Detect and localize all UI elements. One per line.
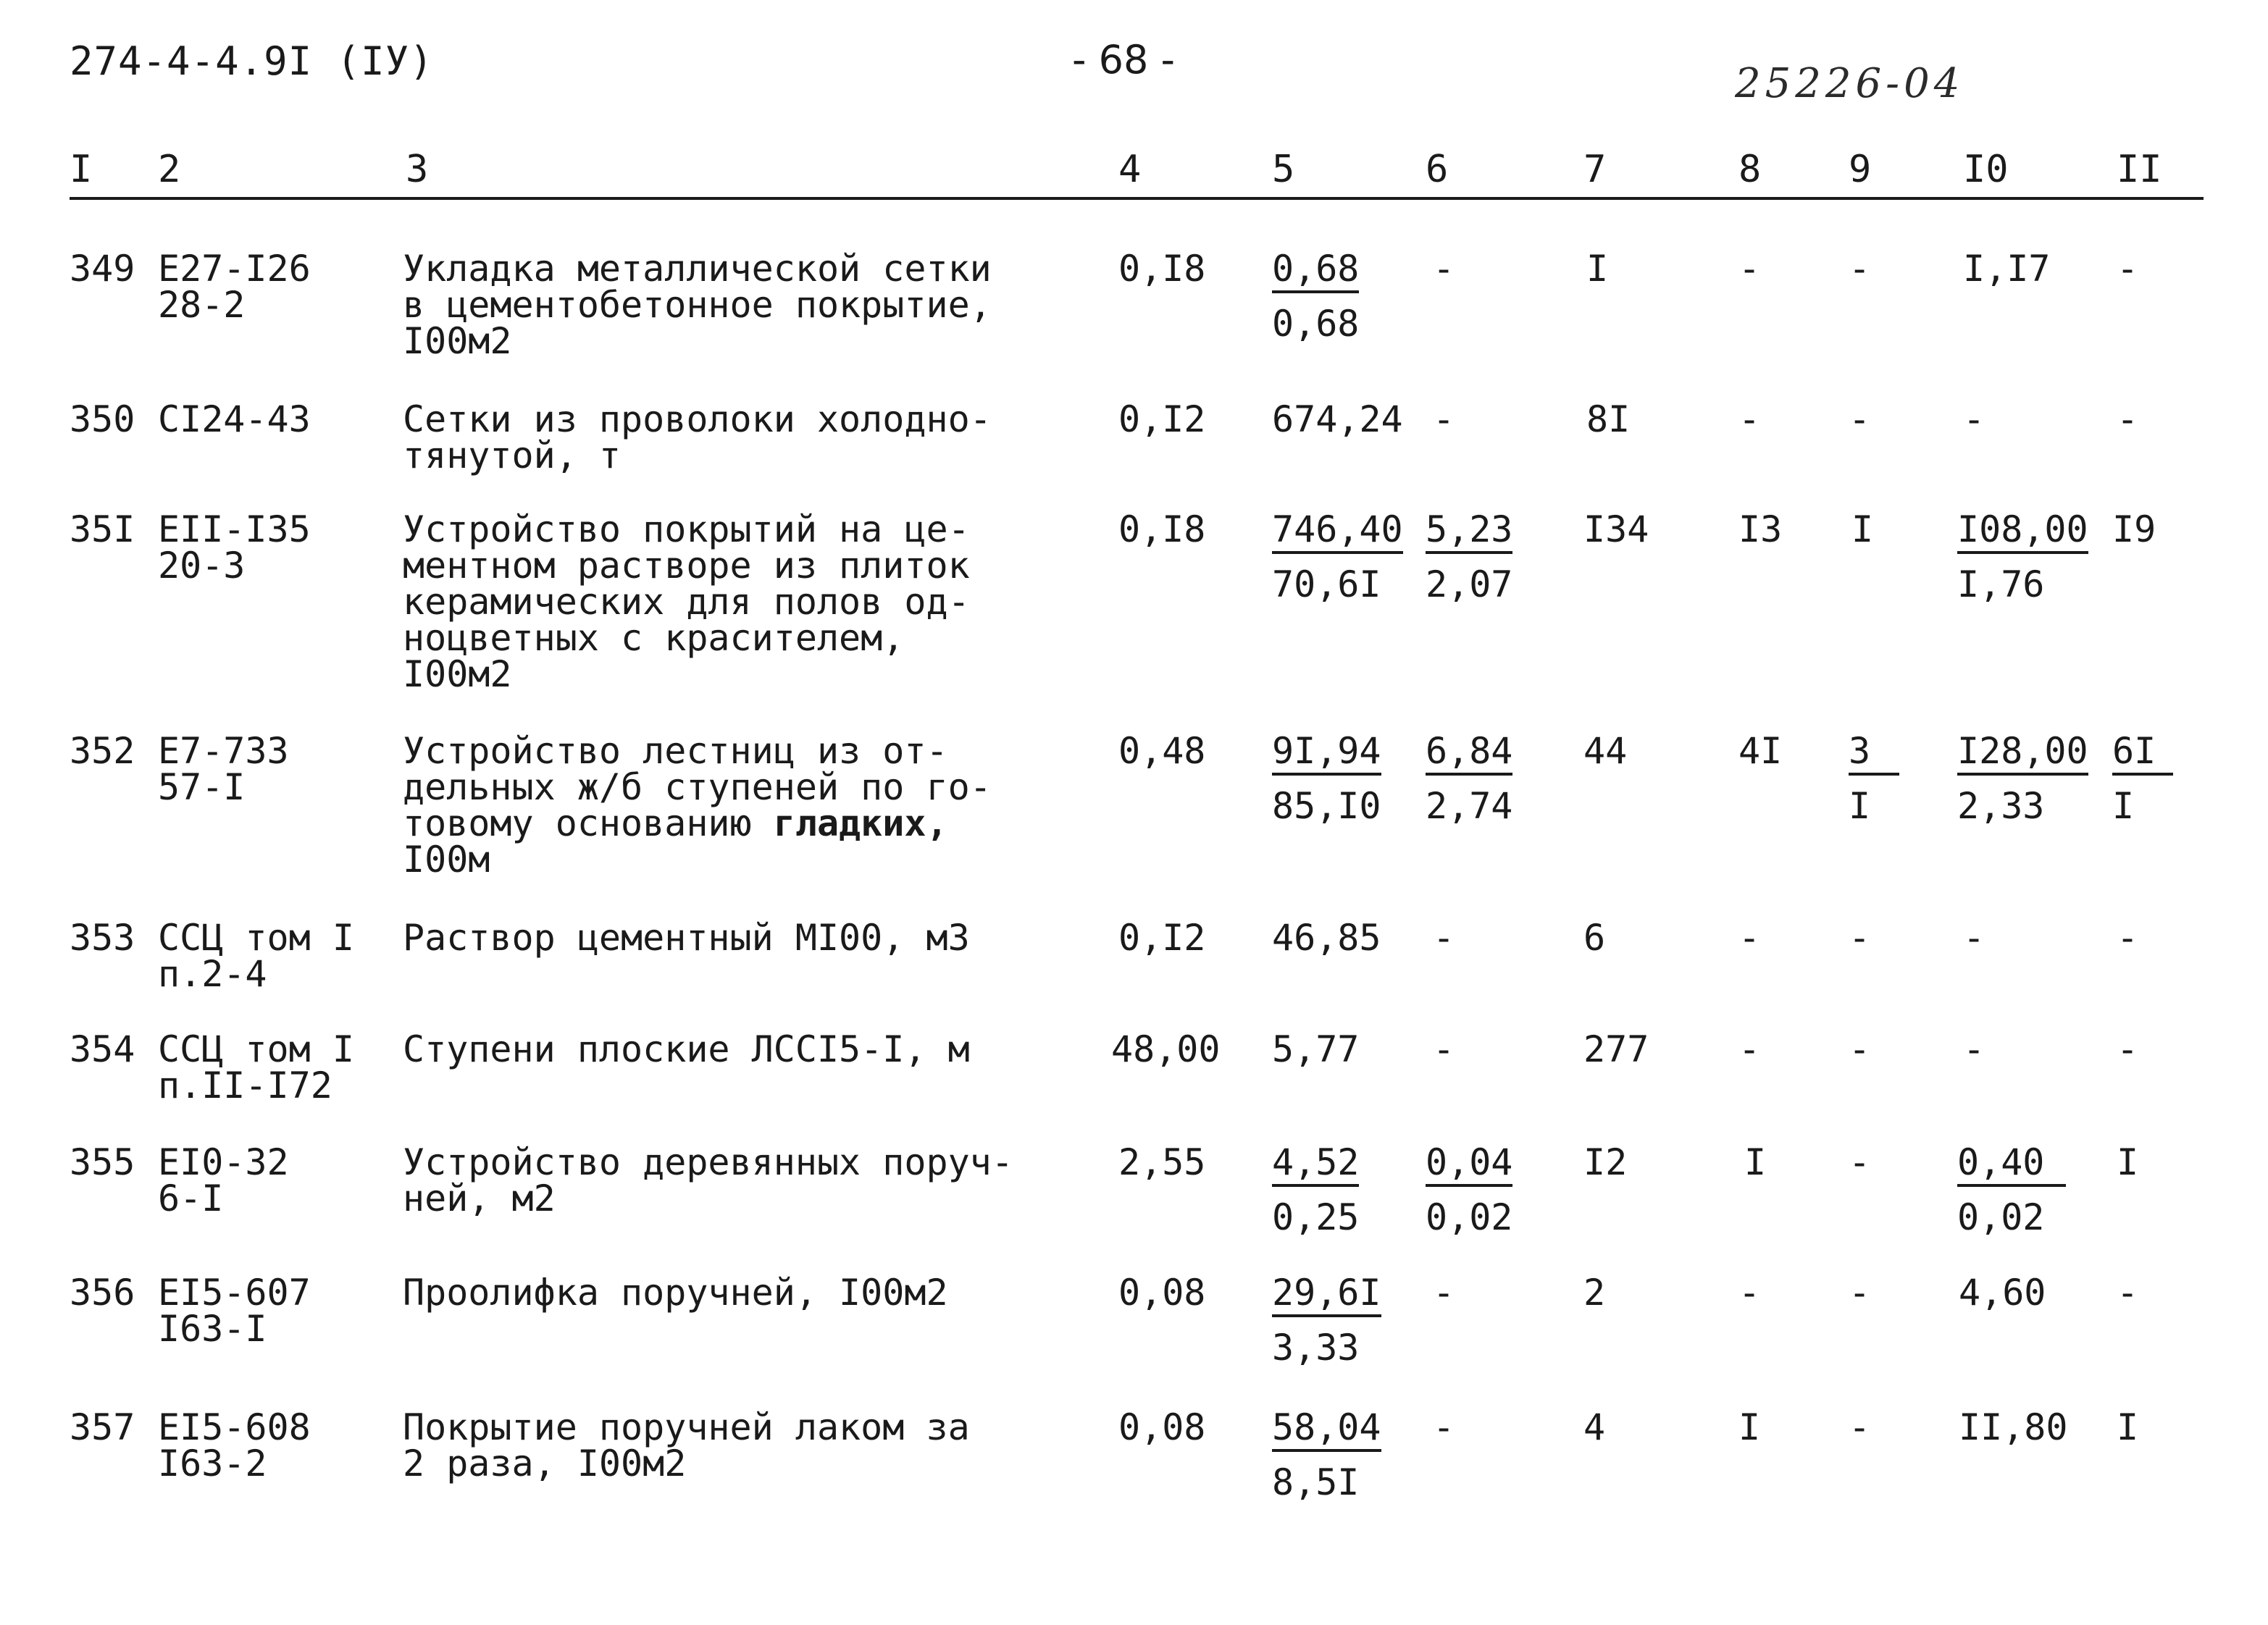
row-number: 355 xyxy=(70,1141,135,1183)
cell-col-10 xyxy=(1957,1141,2066,1238)
row-number: 357 xyxy=(70,1406,135,1448)
cell-col-7: 4 xyxy=(1583,1406,1606,1448)
row-code xyxy=(158,398,311,440)
row-code-line: 57-I xyxy=(158,766,246,808)
row-description xyxy=(403,1272,948,1314)
cell-col-10: - xyxy=(1963,398,1985,440)
cell-col-6 xyxy=(1426,1141,1513,1238)
row-code-line: п.2-4 xyxy=(158,953,267,995)
header-rule xyxy=(70,197,2204,200)
cell-denominator: I xyxy=(2112,785,2135,827)
cell-col-10: II,80 xyxy=(1959,1406,2068,1448)
cell-col-7: 8I xyxy=(1586,398,1631,440)
row-description xyxy=(403,398,992,476)
row-description-line: 2 раза, I00м2 xyxy=(403,1443,687,1485)
cell-col-6 xyxy=(1426,730,1513,827)
cell-col-4: 0,48 xyxy=(1118,730,1206,772)
cell-numerator: 58,04 xyxy=(1272,1410,1381,1452)
cell-col-9: - xyxy=(1849,398,1871,440)
cell-col-6: - xyxy=(1433,1272,1455,1314)
cell-col-11: I xyxy=(2117,1406,2139,1448)
cell-col-8: - xyxy=(1738,1028,1761,1070)
cell-col-6: - xyxy=(1433,1028,1455,1070)
cell-col-10: 4,60 xyxy=(1959,1272,2046,1314)
page-number: - 68 - xyxy=(1072,37,1176,83)
row-code xyxy=(158,1028,354,1107)
cell-col-6 xyxy=(1426,508,1513,605)
cell-col-7: 44 xyxy=(1583,730,1628,772)
cell-col-5 xyxy=(1272,1141,1360,1238)
row-code xyxy=(158,1141,289,1219)
cell-col-9: - xyxy=(1849,1406,1871,1448)
cell-col-6: - xyxy=(1433,248,1455,290)
cell-col-8: I xyxy=(1744,1141,1767,1183)
row-code xyxy=(158,248,311,326)
row-number: 350 xyxy=(70,398,135,440)
row-description-line: тянутой, т xyxy=(403,434,622,476)
row-description-line: Устройство деревянных поруч- xyxy=(403,1141,1013,1183)
row-code-line: EI0-32 xyxy=(158,1141,289,1183)
cell-col-11: - xyxy=(2117,1028,2139,1070)
row-code-line: E27-I26 xyxy=(158,248,311,290)
cell-numerator: 4,52 xyxy=(1272,1145,1359,1187)
cell-numerator: I08,00 xyxy=(1957,512,2088,554)
cell-denominator: I,76 xyxy=(1957,563,2045,605)
cell-col-4: 48,00 xyxy=(1111,1028,1221,1070)
cell-col-5: 674,24 xyxy=(1272,398,1403,440)
cell-col-7: 2 xyxy=(1583,1272,1606,1314)
row-description xyxy=(403,730,992,881)
cell-col-9 xyxy=(1849,730,1899,827)
document-code: 274-4-4.9I (IУ) xyxy=(70,38,434,84)
row-description xyxy=(403,1028,970,1070)
cell-denominator: 8,5I xyxy=(1272,1461,1360,1503)
row-code-line: EI5-608 xyxy=(158,1406,311,1448)
cell-col-5: 5,77 xyxy=(1272,1028,1360,1070)
cell-col-5 xyxy=(1272,1406,1381,1503)
cell-col-4: 0,I2 xyxy=(1118,917,1206,959)
row-description-line: керамических для полов од- xyxy=(403,581,970,623)
cell-col-10: - xyxy=(1963,1028,1985,1070)
cell-col-8: I xyxy=(1738,1406,1761,1448)
cell-col-9: - xyxy=(1849,1272,1871,1314)
row-description-line: в цементобетонное покрытие, xyxy=(403,284,992,326)
cell-numerator: 0,04 xyxy=(1426,1145,1512,1187)
cell-col-11: I xyxy=(2117,1141,2139,1183)
cell-col-4: 0,08 xyxy=(1118,1406,1206,1448)
cell-col-7: 277 xyxy=(1583,1028,1649,1070)
cell-denominator: 3,33 xyxy=(1272,1327,1360,1369)
row-code-line: E7-733 xyxy=(158,730,289,772)
cell-col-8: I3 xyxy=(1738,508,1783,550)
column-header-1: I xyxy=(70,148,93,191)
cell-col-7: I xyxy=(1586,248,1609,290)
cell-col-10 xyxy=(1957,730,2088,827)
cell-col-10: - xyxy=(1963,917,1985,959)
cell-numerator: 5,23 xyxy=(1426,512,1512,554)
row-code-line: CI24-43 xyxy=(158,398,311,440)
row-description-line: Ступени плоские ЛССI5-I, м xyxy=(403,1028,970,1070)
column-header-5: 5 xyxy=(1272,148,1295,191)
column-header-8: 8 xyxy=(1738,148,1762,191)
cell-col-5 xyxy=(1272,730,1381,827)
cell-col-6: - xyxy=(1433,917,1455,959)
cell-col-6: - xyxy=(1433,398,1455,440)
row-code xyxy=(158,730,289,808)
row-description xyxy=(403,248,992,362)
row-description-fragment: товому основанию xyxy=(403,802,752,844)
cell-col-9: - xyxy=(1849,917,1871,959)
column-header-2: 2 xyxy=(158,148,181,191)
row-code-line: п.II-I72 xyxy=(158,1065,332,1107)
cell-col-11: - xyxy=(2117,248,2139,290)
column-header-11: II xyxy=(2117,148,2162,191)
row-code-line: ССЦ том I xyxy=(158,1028,354,1070)
row-code-line: 28-2 xyxy=(158,284,246,326)
row-description-line: Устройство покрытий на це- xyxy=(403,508,970,550)
cell-col-6: - xyxy=(1433,1406,1455,1448)
cell-col-5 xyxy=(1272,508,1403,605)
cell-numerator: 3 xyxy=(1849,734,1899,776)
cell-col-11 xyxy=(2112,730,2173,827)
cell-numerator: 0,68 xyxy=(1272,251,1359,293)
row-description-line xyxy=(403,802,992,844)
cell-col-11: - xyxy=(2117,917,2139,959)
column-header-row xyxy=(0,148,2268,197)
cell-col-9: - xyxy=(1849,248,1871,290)
row-number: 35I xyxy=(70,508,135,550)
row-description-line: I00м2 xyxy=(403,320,512,362)
row-description-line: ней, м2 xyxy=(403,1177,556,1219)
cell-denominator: 2,07 xyxy=(1426,563,1513,605)
column-header-3: 3 xyxy=(406,148,429,191)
column-header-6: 6 xyxy=(1426,148,1449,191)
row-number: 352 xyxy=(70,730,135,772)
cell-col-10 xyxy=(1957,508,2088,605)
cell-denominator: 0,25 xyxy=(1272,1196,1360,1238)
row-code xyxy=(158,917,354,995)
cell-col-7: 6 xyxy=(1583,917,1606,959)
row-description-line: ноцветных с красителем, xyxy=(403,617,905,659)
row-description-line: Сетки из проволоки холодно- xyxy=(403,398,992,440)
row-description-line: ментном растворе из плиток xyxy=(403,545,970,587)
cell-numerator: 29,6I xyxy=(1272,1275,1381,1317)
row-number: 353 xyxy=(70,917,135,959)
row-description-line: I00м xyxy=(403,839,490,881)
cell-col-5: 46,85 xyxy=(1272,917,1381,959)
cell-denominator: 2,33 xyxy=(1957,785,2045,827)
row-description-bold: гладких, xyxy=(773,802,948,844)
row-description-line: Устройство лестниц из от- xyxy=(403,730,948,772)
row-code-line: I63-2 xyxy=(158,1443,267,1485)
handwritten-number: 25226-04 xyxy=(1735,60,1964,107)
column-header-7: 7 xyxy=(1583,148,1607,191)
cell-col-4: 0,I8 xyxy=(1118,508,1206,550)
row-number: 354 xyxy=(70,1028,135,1070)
column-header-4: 4 xyxy=(1118,148,1142,191)
cell-col-8: - xyxy=(1738,248,1761,290)
row-description-line: Покрытие поручней лаком за xyxy=(403,1406,970,1448)
cell-numerator: 9I,94 xyxy=(1272,734,1381,776)
cell-col-7: I34 xyxy=(1583,508,1649,550)
cell-numerator: 0,40 xyxy=(1957,1145,2066,1187)
cell-denominator: 0,02 xyxy=(1957,1196,2045,1238)
cell-numerator: 6,84 xyxy=(1426,734,1512,776)
cell-col-9: - xyxy=(1849,1028,1871,1070)
cell-col-8: - xyxy=(1738,398,1761,440)
page-header xyxy=(0,0,2268,145)
cell-col-9: I xyxy=(1851,508,1874,550)
column-header-10: I0 xyxy=(1963,148,2009,191)
cell-col-4: 0,I2 xyxy=(1118,398,1206,440)
row-description-line: дельных ж/б ступеней по го- xyxy=(403,766,992,808)
row-code xyxy=(158,1406,311,1485)
row-code-line: ССЦ том I xyxy=(158,917,354,959)
cell-denominator: 2,74 xyxy=(1426,785,1513,827)
cell-denominator: 0,68 xyxy=(1272,303,1360,345)
column-header-9: 9 xyxy=(1849,148,1872,191)
cell-col-5 xyxy=(1272,248,1360,345)
cell-col-4: 2,55 xyxy=(1118,1141,1206,1183)
cell-col-10: I,I7 xyxy=(1963,248,2051,290)
cell-col-5 xyxy=(1272,1272,1381,1369)
row-code xyxy=(158,508,311,587)
row-code-line: EI5-607 xyxy=(158,1272,311,1314)
row-description-line: I00м2 xyxy=(403,653,512,695)
cell-col-4: 0,I8 xyxy=(1118,248,1206,290)
row-number: 349 xyxy=(70,248,135,290)
row-description-line: Раствор цементный MI00, м3 xyxy=(403,917,970,959)
cell-col-11: - xyxy=(2117,398,2139,440)
cell-numerator: 746,40 xyxy=(1272,512,1403,554)
row-description-line: Укладка металлической сетки xyxy=(403,248,992,290)
row-description xyxy=(403,1406,970,1485)
cell-denominator: I xyxy=(1849,785,1871,827)
cell-col-11: - xyxy=(2117,1272,2139,1314)
cell-col-7: I2 xyxy=(1583,1141,1628,1183)
row-description xyxy=(403,508,970,695)
cell-numerator: I28,00 xyxy=(1957,734,2088,776)
row-code-line: 6-I xyxy=(158,1177,224,1219)
cell-col-4: 0,08 xyxy=(1118,1272,1206,1314)
row-description xyxy=(403,1141,1013,1219)
row-description xyxy=(403,917,970,959)
cell-col-8: - xyxy=(1738,1272,1761,1314)
row-number: 356 xyxy=(70,1272,135,1314)
row-code xyxy=(158,1272,311,1350)
row-description-line: Проолифка поручней, I00м2 xyxy=(403,1272,948,1314)
cell-denominator: 0,02 xyxy=(1426,1196,1513,1238)
cell-col-8: 4I xyxy=(1738,730,1783,772)
row-code-line: I63-I xyxy=(158,1308,267,1350)
cell-col-11: I9 xyxy=(2112,508,2156,550)
cell-denominator: 70,6I xyxy=(1272,563,1381,605)
row-code-line: 20-3 xyxy=(158,545,246,587)
cell-numerator: 6I xyxy=(2112,734,2173,776)
cell-denominator: 85,I0 xyxy=(1272,785,1381,827)
cell-col-9: - xyxy=(1849,1141,1871,1183)
cell-col-8: - xyxy=(1738,917,1761,959)
row-code-line: EII-I35 xyxy=(158,508,311,550)
